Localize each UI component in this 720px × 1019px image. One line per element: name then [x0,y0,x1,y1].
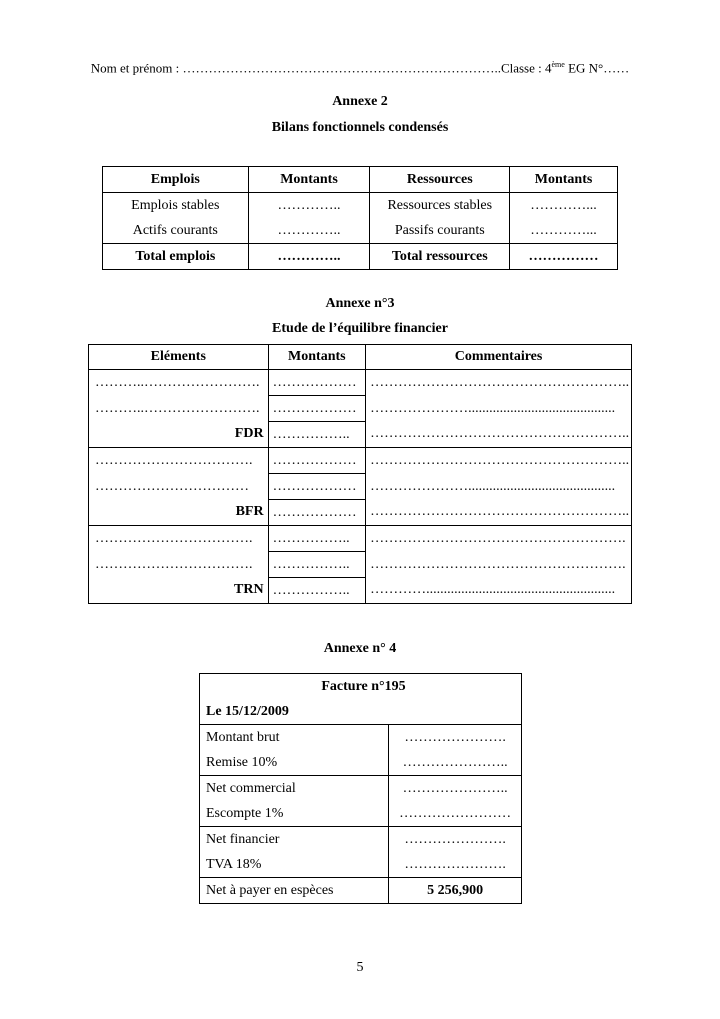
table-cell: …………….. [268,552,366,578]
annexe4-title: Annexe n° 4 [323,641,397,656]
invoice-title: Facture n°195 [200,674,522,700]
page-number: 5 [356,960,364,975]
table-cell: Escompte 1% [200,801,389,827]
invoice-table [199,673,522,904]
table-cell: …………… [510,244,618,270]
table-cell: …………….. [268,526,366,552]
table-cell: …………….. [268,422,366,448]
total-value: 5 256,900 [389,878,522,904]
table-cell: ……………… [268,370,366,396]
table-cell: ……………………………………………….. [366,370,632,396]
table-cell: …………….. [268,578,366,604]
table-cell: …………... [510,218,618,244]
total-label: Net à payer en espèces [200,878,389,904]
bfr-label: BFR [89,500,269,526]
student-header [0,60,720,76]
table-cell: Passifs courants [370,218,510,244]
table-cell: ……………………………………………….. [366,422,632,448]
table-cell: …………………. [389,852,522,878]
table-cell: ………….. [248,218,370,244]
table-cell: ………………….......................................... [366,474,632,500]
table-cell: …………………. [389,827,522,853]
annexe3-title: Annexe n°3 [325,296,395,311]
table-cell: …………... [510,193,618,219]
annexe2-subtitle: Bilans fonctionnels condensés [271,120,449,135]
table-cell: ………………………………………………. [366,526,632,552]
table-cell: Ressources stables [370,193,510,219]
header-left: Nom et prénom : ………………………………………………………………..Classe : 4 [90,60,552,76]
table-cell: Total ressources [370,244,510,270]
table-cell: TVA 18% [200,852,389,878]
table-cell: Total emplois [103,244,249,270]
table-cell: ……………… [268,396,366,422]
annexe3-subtitle: Etude de l’équilibre financier [272,321,448,336]
col-header: Commentaires [366,345,632,370]
table-cell: ………..……………………. [89,396,269,422]
table-cell: ………….. [248,244,370,270]
header-right: EG N°…… [564,60,630,76]
table-cell: ………….. [248,193,370,219]
table-cell: ……………………………………………….. [366,500,632,526]
table-cell: ………………….......................................... [366,396,632,422]
header-sup: ème [551,60,565,69]
table-cell: ……………… [268,500,366,526]
table-cell: …………………. [389,725,522,751]
table-cell: ……………… [268,448,366,474]
invoice-date: Le 15/12/2009 [200,699,522,725]
table-cell: ……………………………. [89,448,269,474]
annexe2-title: Annexe 2 [332,94,388,109]
table-cell: Remise 10% [200,750,389,776]
table-cell: …………...................................................... [366,578,632,604]
table-cell: …………………………… [89,474,269,500]
trn-label: TRN [89,578,269,604]
col-header: Montants [510,167,618,193]
table-cell: Net commercial [200,776,389,802]
table-cell: ……………………………. [89,526,269,552]
col-header: Ressources [370,167,510,193]
table-cell: Net financier [200,827,389,853]
table-cell: Actifs courants [103,218,249,244]
table-cell: …………………… [389,801,522,827]
table-cell: ………………………………………………. [366,552,632,578]
table-cell: ……………………………. [89,552,269,578]
table-cell: ………………….. [389,750,522,776]
col-header: Montants [248,167,370,193]
table-cell: ………………….. [389,776,522,802]
balance-sheet-table [102,166,618,270]
table-cell: ………..……………………. [89,370,269,396]
table-cell: ……………… [268,474,366,500]
table-cell: Montant brut [200,725,389,751]
fdr-label: FDR [89,422,269,448]
table-cell: ……………………………………………….. [366,448,632,474]
col-header: Emplois [103,167,249,193]
col-header: Eléments [89,345,269,370]
table-cell: Emplois stables [103,193,249,219]
col-header: Montants [268,345,366,370]
financial-balance-table [88,344,632,604]
